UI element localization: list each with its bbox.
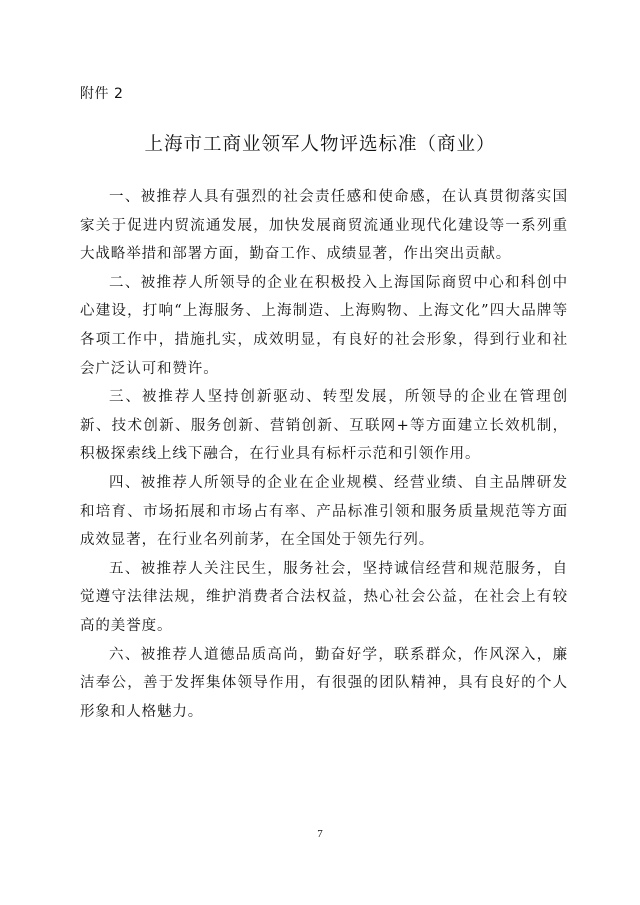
paragraph-3: 三、被推荐人坚持创新驱动、转型发展，所领导的企业在管理创新、技术创新、服务创新、营销创新、互联网+等方面建立长效机制，积极探索线上线下融合，在行业具有标杆示范和引领作用。 — [80, 389, 568, 463]
paragraph-1: 一、被推荐人具有强烈的社会责任感和使命感，在认真贯彻落实国家关于促进内贸流通发展，加快发展商贸流通业现代化建设等一系列重大战略举措和部署方面，勤奋工作、成绩显著，作出突出贡献。 — [80, 189, 568, 263]
attachment-label: 附件 2 — [80, 86, 124, 102]
paragraph-4: 四、被推荐人所领导的企业在企业规模、经营业绩、自主品牌研发和培育、市场拓展和市场占有率、产品标准引领和服务质量规范等方面成效显著，在行业名列前茅，在全国处于领先行列。 — [80, 474, 568, 549]
paragraph-6: 六、被推荐人道德品质高尚，勤奋好学，联系群众，作风深入，廉洁奉公，善于发挥集体领导作用，有很强的团队精神，具有良好的个人形象和人格魅力。 — [80, 646, 568, 720]
document-title: 上海市工商业领军人物评选标准（商业） — [144, 134, 496, 155]
page-number: 7 — [317, 828, 323, 840]
document-body — [80, 183, 568, 726]
paragraph-5: 五、被推荐人关注民生，服务社会，坚持诚信经营和规范服务，自觉遵守法律法规，维护消费者合法权益，热心社会公益，在社会上有较高的美誉度。 — [80, 560, 568, 634]
paragraph-2: 二、被推荐人所领导的企业在积极投入上海国际商贸中心和科创中心建设，打响“上海服务、上海制造、上海购物、上海文化”四大品牌等各项工作中，措施扎实，成效明显，有良好的社会形象，得到行业和社会广泛认可和赞许。 — [80, 274, 568, 377]
